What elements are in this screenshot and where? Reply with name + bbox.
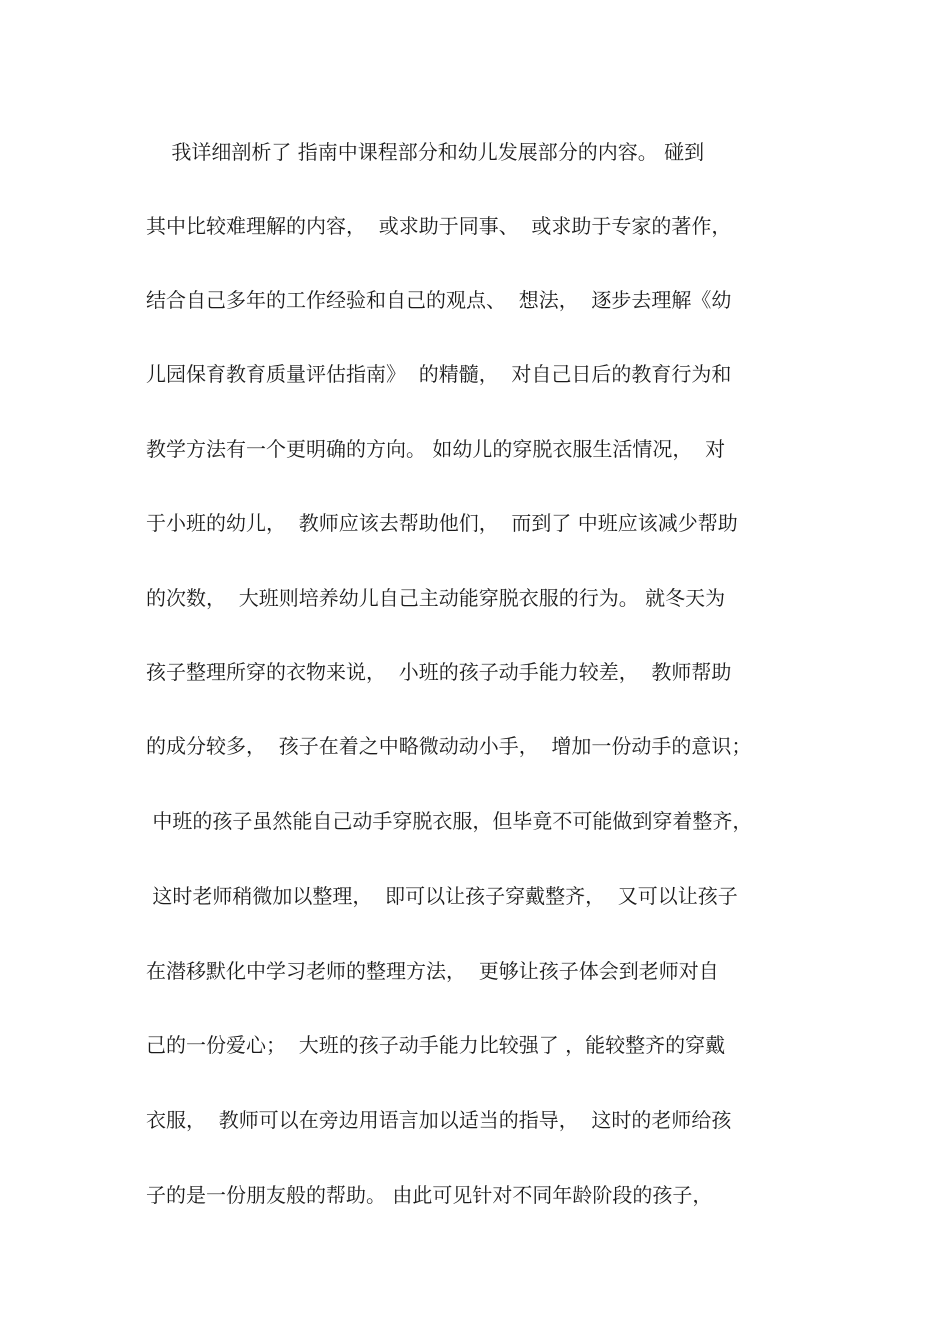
paragraph-line: 的次数， 大班则培养幼儿自己主动能穿脱衣服的行为。 就冬天为	[146, 586, 726, 610]
paragraph-line: 我详细剖析了 指南中课程部分和幼儿发展部分的内容。 碰到	[146, 140, 705, 164]
paragraph-line: 于小班的幼儿， 教师应该去帮助他们， 而到了 中班应该减少帮助	[146, 511, 738, 535]
paragraph-line: 教学方法有一个更明确的方向。 如幼儿的穿脱衣服生活情况， 对	[146, 437, 726, 461]
paragraph-line: 己的一份爱心； 大班的孩子动手能力比较强了 ，能较整齐的穿戴	[146, 1033, 726, 1057]
paragraph-line: 这时老师稍微加以整理， 即可以让孩子穿戴整齐， 又可以让孩子	[146, 884, 738, 908]
paragraph-line: 的成分较多， 孩子在着之中略微动动小手， 增加一份动手的意识；	[146, 734, 752, 758]
paragraph-line: 儿园保育教育质量评估指南》 的精髓， 对自己日后的教育行为和	[146, 362, 732, 386]
paragraph-line: 在潜移默化中学习老师的整理方法， 更够让孩子体会到老师对自	[146, 959, 719, 983]
paragraph-line: 衣服， 教师可以在旁边用语言加以适当的指导， 这时的老师给孩	[146, 1108, 732, 1132]
paragraph-line: 孩子整理所穿的衣物来说， 小班的孩子动手能力较差， 教师帮助	[146, 660, 732, 684]
paragraph-line: 中班的孩子虽然能自己动手穿脱衣服，但毕竟不可能做到穿着整齐，	[146, 809, 753, 833]
paragraph-line: 其中比较难理解的内容， 或求助于同事、 或求助于专家的著作，	[146, 214, 732, 238]
paragraph-line: 结合自己多年的工作经验和自己的观点、 想法， 逐步去理解《幼	[146, 288, 732, 312]
paragraph-line: 子的是一份朋友般的帮助。 由此可见针对不同年龄阶段的孩子，	[146, 1183, 713, 1207]
